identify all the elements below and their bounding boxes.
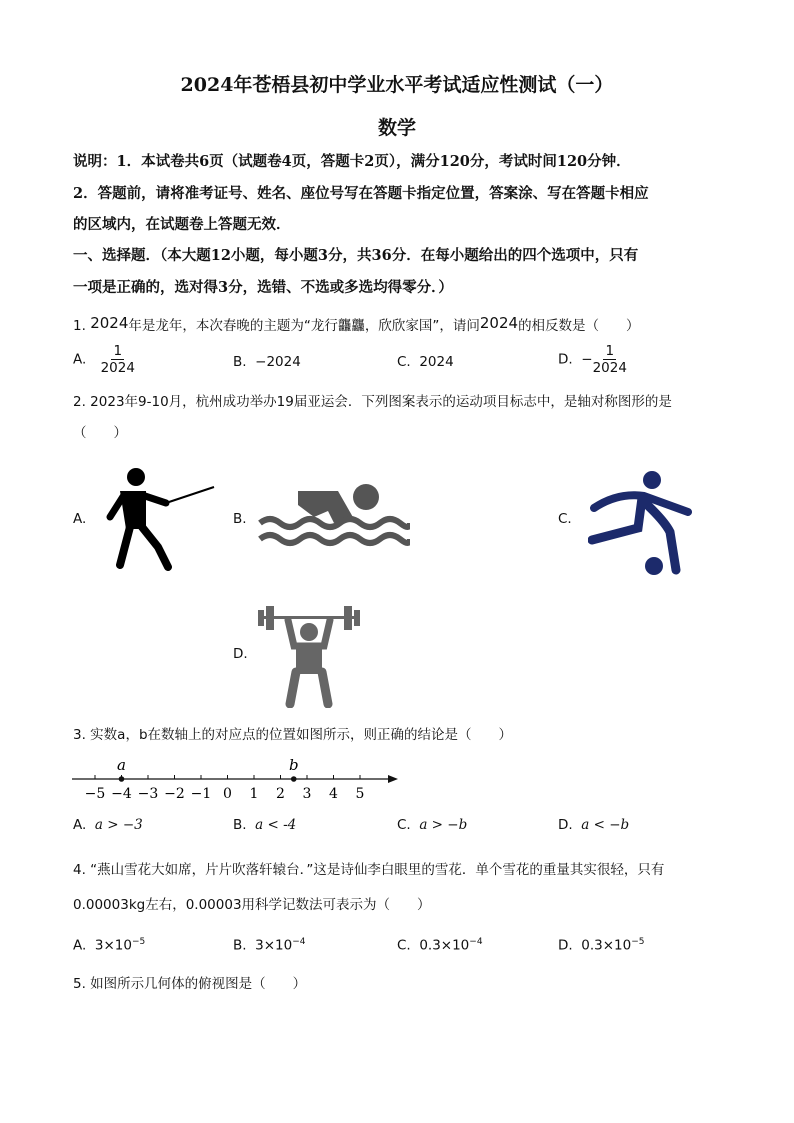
option-base: 0.3×10 — [581, 937, 632, 954]
question-1-option-d[interactable] — [558, 343, 627, 376]
option-label: D. — [558, 351, 573, 368]
fraction — [101, 343, 135, 376]
option-value: a > −3 — [94, 817, 143, 833]
number-line-tick-label: 0 — [223, 786, 232, 802]
fraction — [593, 343, 627, 376]
question-1-year: 2024 — [90, 314, 129, 332]
swimming-icon[interactable] — [258, 483, 410, 553]
option-base: 3×10 — [255, 937, 293, 954]
point-b-label: b — [288, 756, 299, 774]
number-line-tick-label: −2 — [164, 786, 185, 802]
question-4-option-c[interactable] — [397, 937, 483, 954]
number-line-tick-label: −1 — [190, 786, 212, 802]
number-line-tick-label: 4 — [329, 786, 338, 802]
fraction-denominator: 2024 — [100, 360, 135, 376]
number-line-tick-label: 5 — [355, 786, 365, 802]
instructions-line-3: 的区域内，在试题卷上答题无效． — [73, 216, 291, 233]
option-sign: − — [581, 351, 593, 368]
question-4-stem-line-2: 0.00003kg左右，0.00003用科学记数法可表示为（ ） — [73, 897, 431, 913]
question-3-stem: 3. 实数a，b在数轴上的对应点的位置如图所示，则正确的结论是（ ） — [73, 727, 513, 743]
section-heading-line-1: 一、选择题．（本大题12小题，每小题3分，共36分．在每小题给出的四个选项中，只有 — [73, 247, 639, 264]
question-1-option-b[interactable] — [233, 354, 301, 370]
number-line-tick-label: −4 — [111, 786, 132, 802]
option-label: D. — [558, 937, 573, 954]
question-2-stem-line-2: （ ） — [73, 425, 127, 441]
number-line-tick-label: −3 — [137, 786, 159, 802]
number-line-tick-label: −5 — [84, 786, 106, 802]
question-3-option-a[interactable] — [73, 817, 143, 833]
question-1-stem — [73, 314, 640, 334]
number-line — [68, 752, 400, 802]
option-value: −2024 — [255, 354, 301, 370]
weightlifting-icon[interactable] — [258, 604, 360, 708]
question-2-stem-line-1: 2. 2023年9-10月，杭州成功举办19届亚运会．下列图案表示的运动项目标志中，是轴对称图形的是 — [73, 394, 672, 410]
question-3-option-d[interactable] — [558, 817, 629, 833]
question-1-text-a: 年是龙年，本次春晚的主题为“龙行龘龘，欣欣家国”，请问 — [128, 318, 480, 334]
question-1-option-c[interactable] — [397, 354, 454, 370]
option-label: B. — [233, 817, 247, 833]
number-line-tick-label: 3 — [302, 786, 312, 802]
section-heading-line-2: 一项是正确的，选对得3分，选错、不选或多选均得零分．） — [73, 279, 453, 296]
option-label: A. — [73, 351, 87, 368]
option-value: 2024 — [419, 354, 454, 370]
question-2-option-c-label[interactable]: C. — [558, 511, 572, 527]
option-label: D. — [558, 817, 573, 833]
option-label: C. — [397, 937, 411, 954]
option-value: a < -4 — [255, 817, 297, 833]
question-3-option-b[interactable] — [233, 817, 296, 833]
question-4-option-d[interactable] — [558, 937, 645, 954]
option-exponent: −5 — [631, 937, 645, 947]
point-a-label: a — [117, 756, 126, 774]
option-value: a > −b — [419, 817, 468, 833]
option-label: B. — [233, 937, 247, 954]
fraction-numerator: 1 — [605, 343, 615, 359]
instructions-line-1: 说明：1．本试卷共6页（试题卷4页，答题卡2页），满分120分，考试时间120分钟． — [73, 153, 631, 170]
football-icon[interactable] — [588, 470, 694, 578]
option-label: A. — [73, 937, 87, 954]
question-1-number: 1. — [73, 318, 86, 334]
question-3-option-c[interactable] — [397, 817, 467, 833]
question-1-text-b: 的相反数是（ ） — [518, 318, 640, 334]
point-b — [291, 776, 297, 782]
fraction-numerator: 1 — [113, 343, 123, 359]
option-base: 3×10 — [94, 937, 132, 954]
question-5-stem: 5. 如图所示几何体的俯视图是（ ） — [73, 976, 307, 992]
question-4-option-b[interactable] — [233, 937, 306, 954]
question-2-option-b-label[interactable]: B. — [233, 511, 247, 527]
instructions-line-2: 2．答题前，请将准考证号、姓名、座位号写在答题卡指定位置，答案涂、写在答题卡相应 — [73, 185, 649, 202]
fencing-icon[interactable] — [102, 465, 218, 571]
question-4-option-a[interactable] — [73, 937, 145, 954]
option-exponent: −4 — [292, 937, 306, 947]
option-label: B. — [233, 354, 247, 370]
option-label: C. — [397, 817, 411, 833]
question-2-option-a-label[interactable]: A. — [73, 511, 87, 527]
question-2-option-d-label[interactable]: D. — [233, 646, 248, 662]
question-4-stem-line-1: 4. “燕山雪花大如席，片片吹落轩辕台．”这是诗仙李白眼里的雪花．单个雪花的重量其实很轻，只有 — [73, 862, 665, 878]
option-base: 0.3×10 — [419, 937, 470, 954]
exam-subject: 数学 — [377, 117, 416, 139]
option-exponent: −5 — [131, 937, 146, 947]
option-label: C. — [397, 354, 411, 370]
fraction-denominator: 2024 — [592, 360, 627, 376]
question-1-year-2: 2024 — [479, 314, 519, 332]
point-a — [119, 776, 125, 782]
option-exponent: −4 — [469, 937, 483, 947]
option-value: a < −b — [581, 817, 630, 833]
number-line-tick-label: 1 — [249, 786, 259, 802]
number-line-tick-label: 2 — [276, 786, 285, 802]
option-label: A. — [73, 817, 87, 833]
question-1-option-a[interactable] — [73, 343, 135, 376]
exam-title: 2024年苍梧县初中学业水平考试适应性测试（一） — [180, 74, 614, 96]
